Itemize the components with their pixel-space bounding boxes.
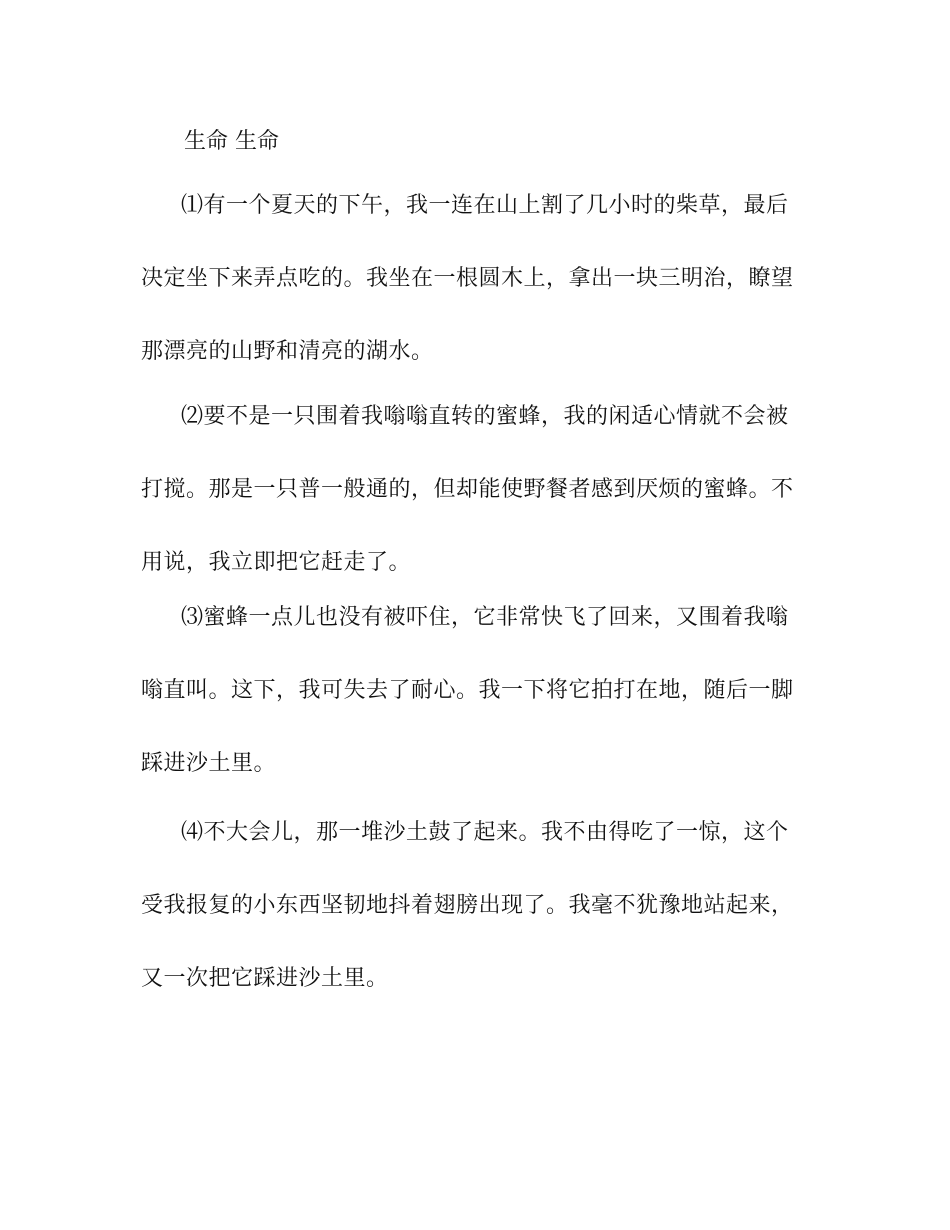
document-title: 生命 生命 (184, 129, 279, 154)
paragraph-2: ⑵要不是一只围着我嗡嗡直转的蜜蜂，我的闲适心情就不会被打搅。那是一只普一般通的，但却能使野餐者感到厌烦的蜜蜂。不用说，我立即把它赶走了。 (141, 404, 794, 575)
paragraph-3: ⑶蜜蜂一点儿也没有被吓住，它非常快飞了回来，又围着我嗡嗡直叫。这下，我可失去了耐心。我一下将它拍打在地，随后一脚踩进沙土里。 (141, 605, 794, 776)
paragraph-1: ⑴有一个夏天的下午，我一连在山上割了几小时的柴草，最后决定坐下来弄点吃的。我坐在一根圆木上，拿出一块三明治，瞭望那漂亮的山野和清亮的湖水。 (141, 193, 794, 364)
paragraph-4: ⑷不大会儿，那一堆沙土鼓了起来。我不由得吃了一惊，这个受我报复的小东西坚韧地抖着翅膀出现了。我毫不犹豫地站起来，又一次把它踩进沙土里。 (141, 820, 794, 991)
